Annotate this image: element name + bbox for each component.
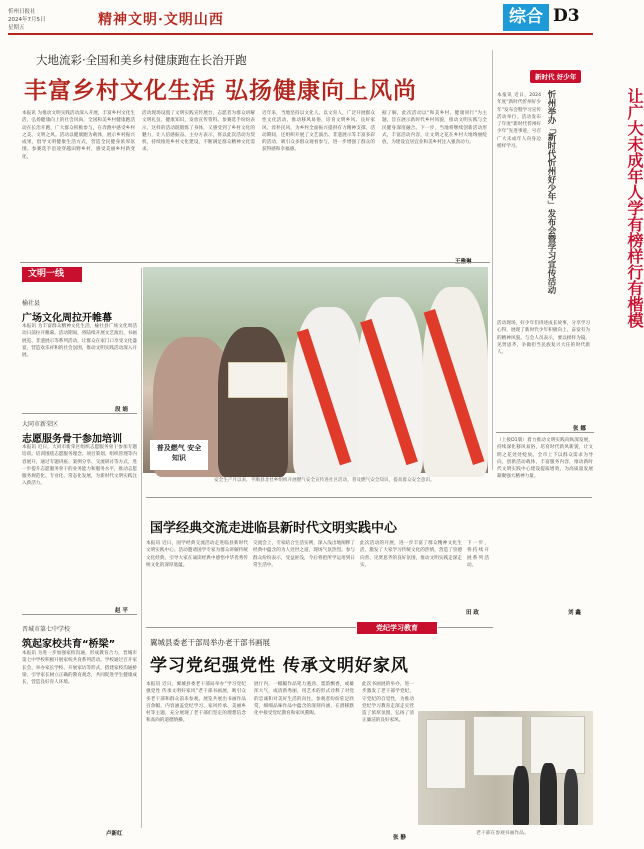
section-label: 综合: [503, 4, 549, 31]
photo-person: [218, 327, 288, 477]
column-item-byline: 赵 平: [115, 608, 128, 614]
party-body-col-3: 此次书画展的举办，进一步激发了老干部学党纪、守党纪的自觉性，为推动党纪学习教育走深走实营造了浓厚氛围，弘扬了清正廉洁的良好家风。: [362, 682, 414, 724]
sidebar-headline: 让广大未成年人学有榜样行有楷模: [625, 88, 644, 328]
party-divider-right: [438, 627, 493, 628]
column-item-byline: 段 娟: [115, 407, 128, 413]
party-tag: 党纪学习教育: [357, 622, 437, 634]
photo-panel: [426, 719, 466, 789]
mid-body-col-4: 下一步，将持续开展系列活动。: [467, 541, 489, 568]
column-item-title: 志愿服务骨干参加培训: [22, 434, 122, 445]
section-divider: [20, 262, 490, 263]
exhibition-photo: [418, 711, 593, 825]
masthead-title: 精神文明·文明山西: [98, 12, 224, 28]
column-item-title: 筑起家校共育“桥梁”: [22, 639, 116, 650]
sidebar-divider: [496, 432, 594, 433]
column-item-body: 本报讯 为进一步加强家校沟通，形成教育合力，晋城市第七中学校积极开展家校共育系列活动。学校通过召开家长会、举办家长学校、开展家访等形式，搭建家校沟通桥梁，引导家长树立正确的教育观念，共同促进学生健康成长，营造良好育人环境。: [22, 651, 137, 686]
party-divider-left: [146, 627, 356, 628]
column-item-byline: 卢新红: [106, 831, 123, 837]
mid-byline: 田 政: [466, 610, 479, 616]
meta-line: 星期五: [8, 25, 25, 31]
photo-panel: [530, 716, 585, 774]
sidebar-byline: 张 娜: [573, 426, 586, 432]
photo-caption-box: 普及燃气 安全知识: [150, 440, 208, 470]
page-number: D3: [553, 6, 580, 26]
photo-person: [513, 766, 529, 825]
meta-line: 2024年7月5日: [8, 17, 46, 23]
sidebar-badge: 新时代 好少年: [530, 70, 581, 83]
column-divider-v: [141, 268, 142, 828]
column-item-title: 广场文化周拉开帷幕: [22, 313, 112, 324]
photo-caption: 安全生产月以来，平顺县北社乡组织开展燃气安全宣传进社区活动，普及燃气安全知识，提高群众安全意识。: [214, 478, 435, 483]
lead-kicker: 大地流彩·全国和美乡村健康跑在长治开跑: [36, 53, 247, 67]
lead-body-col-1: 本报讯 为推动文明实践活动深入开展，丰富乡村文化生活，弘扬健康向上的社会风尚，全国和美乡村健康跑活动在长治开跑，广大群众积极参与，在奔跑中感受乡村之美、文明之风。活动以健康跑为载体，展示乡村振兴成果，倡导文明健康生活方式，营造全民健身浓厚氛围。参赛选手沿途穿越田野乡村，感受美丽乡村新变化。: [22, 111, 135, 160]
photo-leaflet: [228, 362, 288, 398]
party-body-col-1: 本报讯 近日，翼城县委老干部局举办“学习党纪强党性 传承文明好家风”老干部书画展，吸引众多老干部和群众前来参观。展览共展出书画作品百余幅，内容涵盖党纪学习、家风传承、美丽乡村等主题，充分展现了老干部们坚定的理想信念和高尚的道德情操。: [146, 682, 246, 724]
sidebar-byline-2: 刘 鑫: [568, 610, 581, 616]
column-item-place: 榆社县: [22, 300, 41, 307]
party-kicker: 翼城县委老干部局举办老干部书画展: [150, 638, 270, 647]
mid-body-col-1: 本报讯 近日，国学经典交流活动走进临县新时代文明实践中心。活动邀请国学专家为群众讲解传统文化经典，引导大家在诵读经典中感悟中华优秀传统文化的深厚底蕴。: [146, 541, 248, 568]
sidebar-body-col-1: 本报讯 近日，2024年度“新时代忻州好少年”发布会暨学习宣传活动举行。活动发布了年度“新时代忻州好少年”先进事迹，号召广大未成年人向身边榜样学习。: [497, 93, 541, 150]
photo-person: [540, 763, 557, 825]
column-item-place: 晋城市第七中学校: [22, 626, 71, 633]
sidebar-body-col-2: 活动现场，好少年们讲述成长故事，分享学习心得，展现了新时代少年积极向上、奋发有为的精神风貌。与会人员表示，要以榜样为镜，见贤思齐，争做担当民族复兴大任的时代新人。: [497, 321, 590, 356]
mid-body-col-3: 此次活动的开展，进一步丰富了群众精神文化生活，激发了大家学习传统文化的热情，营造了崇德向善、见贤思齐的良好氛围，推动文明实践走深走实。: [360, 541, 462, 568]
column-item-body: 本报讯 近日，大同市新荣区组织志愿服务骨干参加专题培训。培训围绕志愿服务理念、项目策划、组织管理等内容展开，通过专题讲座、案例分享、交流研讨等方式，进一步提升志愿服务骨干的业务能力和服务水平，推动志愿服务规范化、专业化、常态化发展，为新时代文明实践注入新活力。: [22, 445, 137, 487]
section-divider: [146, 497, 592, 498]
lead-body-col-4: 据了解，此次活动以“和美乡村、健康同行”为主题，旨在展示新时代乡村风貌，推动文明实践与全民健身深度融合。下一步，当地将继续创新活动形式，丰富活动内容，让文明之花在乡村大地绚丽绽放，为建设宜居宜业和美乡村注入强劲动力。: [382, 111, 487, 146]
masthead-rule: [8, 33, 593, 35]
column-item-place: 大同市新荣区: [22, 421, 59, 428]
exhibition-photo-caption: 老干部在参观书画作品。: [476, 831, 529, 836]
sidebar-body-col-3: （上接D1版）着力推动文明实践向纵深发展，持续深化移风易俗，培育时代新风新貌，让文明之花处处绽放。全市上下以群众需求为导向，创新活动载体，丰富服务内容，推动新时代文明实践中心建设提质增效，为高质量发展凝聚强大精神力量。: [497, 438, 593, 480]
party-headline: 学习党纪强党性 传承文明好家风: [150, 656, 409, 676]
lead-byline: [455, 257, 472, 265]
column-divider-1: [22, 413, 137, 414]
mid-headline: 国学经典交流走进临县新时代文明实践中心: [150, 521, 398, 536]
column-divider: [492, 50, 493, 470]
masthead: [0, 0, 600, 46]
meta-line: 忻州日报社: [8, 9, 36, 15]
column-item-body: 本报讯 为丰富群众精神文化生活，榆社县广场文化周活动日前拉开帷幕。活动期间，将陆续开展文艺演出、书画展览、非遗展示等系列活动，让群众在家门口享受文化盛宴，营造欢乐祥和的社会氛围，推动文明实践活动深入开展。: [22, 324, 137, 359]
column-tag: 文明一线: [22, 267, 82, 282]
party-body-col-2: 展厅内，一幅幅作品笔力遒劲、墨韵飘香，或雄浑大气，或清新秀丽，用艺术的形式诠释了对党的忠诚和对美好生活的向往。参观者纷纷驻足欣赏，细细品味作品中蕴含的深刻内涵，在潜移默化中接受党纪教育和家风熏陶。: [254, 682, 354, 717]
lead-body-col-3: 近年来，当地坚持以文化人、以文育人，广泛开展群众性文化活动，推动移风易俗，培育文明乡风、良好家风、淳朴民风，为乡村全面振兴提供有力精神支撑。活动期间，还组织开展了文艺演出、非遗展示等丰富多彩的活动，吸引众多群众观看参与，进一步增强了群众的获得感和幸福感。: [262, 111, 375, 153]
party-byline: 张 静: [393, 835, 406, 841]
column-divider-2: [22, 614, 137, 615]
mid-body-col-2: 交流会上，专家结合生活实例，深入浅出地阐释了经典中蕴含的为人处世之道，现场气氛热烈。参与群众纷纷表示，受益匪浅，今后将把所学运用到日常生活中。: [253, 541, 355, 568]
lead-headline: 丰富乡村文化生活 弘扬健康向上风尚: [24, 78, 418, 104]
photo-person: [564, 769, 578, 825]
lead-body-col-2: 活动现场设置了文明实践宣传展台，志愿者为群众讲解文明礼仪、健康知识，发放宣传资料。参赛选手纷纷表示，这样的活动既锻炼了身体，又感受到了乡村文化的魅力，让人倍感振奋。主办方表示，将以此次活动为契机，持续推进乡村文化建设，不断满足群众精神文化需求。: [142, 111, 255, 153]
masthead-meta: [8, 8, 46, 32]
sidebar-subhead: 忻州举办「新时代忻州好少年」发布会暨学习宣传活动: [546, 90, 556, 294]
